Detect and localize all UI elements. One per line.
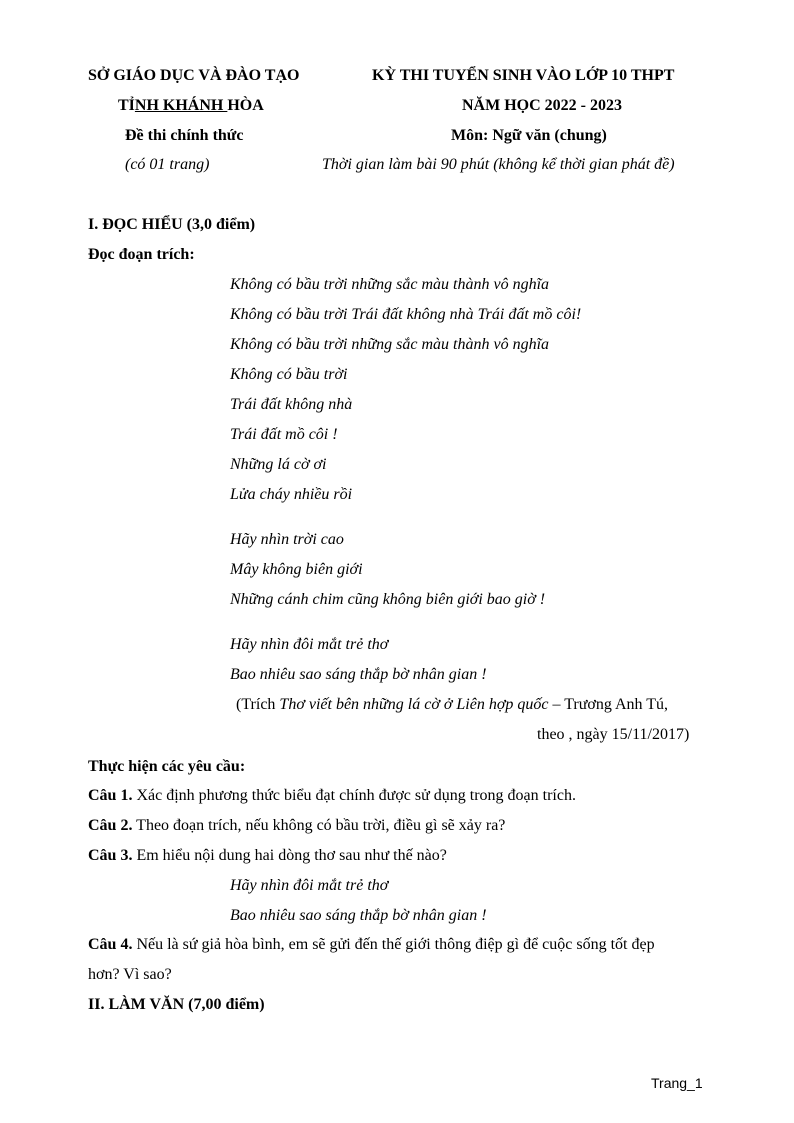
poem-line: Những lá cờ ơi: [230, 456, 327, 473]
poem-line: Bao nhiêu sao sáng thắp bờ nhân gian !: [230, 666, 487, 683]
poem-line: Không có bầu trời những sắc màu thành vô nghĩa: [230, 276, 550, 293]
time-allowed: Thời gian làm bài 90 phút (không kể thời gian phát đề): [322, 156, 675, 173]
reading-intro: Đọc đoạn trích:: [88, 246, 195, 263]
province-name-part: TỈ: [118, 97, 135, 114]
citation-source: theo , ngày 15/11/2017): [537, 726, 690, 743]
question-label: Câu 1.: [88, 787, 133, 804]
poem-line: Trái đất mồ côi !: [230, 426, 338, 443]
poem-line: Hãy nhìn trời cao: [230, 531, 344, 548]
quoted-poem-line: Bao nhiêu sao sáng thắp bờ nhân gian !: [230, 907, 487, 924]
question-label: Câu 4.: [88, 936, 133, 953]
tasks-title: Thực hiện các yêu cầu:: [88, 758, 246, 775]
poem-line: Trái đất không nhà: [230, 396, 353, 413]
question-text: Theo đoạn trích, nếu không có bầu trời, điều gì sẽ xảy ra?: [132, 817, 506, 834]
question-1: [88, 786, 576, 806]
citation-author: – Trương Anh Tú,: [548, 696, 669, 713]
province-name-part: HÒA: [227, 97, 264, 114]
poem-citation: [236, 695, 668, 715]
province-name: [118, 96, 264, 116]
exam-title: KỲ THI TUYỂN SINH VÀO LỚP 10 THPT: [372, 67, 675, 84]
province-name-underlined: NH KHÁNH: [134, 97, 228, 114]
question-text: Em hiểu nội dung hai dòng thơ sau như thế nào?: [132, 847, 447, 864]
page-count-note: (có 01 trang): [125, 156, 210, 173]
question-text: Nếu là sứ giả hòa bình, em sẽ gửi đến thế giới thông điệp gì để cuộc sống tốt đẹp: [132, 936, 655, 953]
quoted-poem-line: Hãy nhìn đôi mắt trẻ thơ: [230, 877, 389, 894]
subject: Môn: Ngữ văn (chung): [451, 127, 607, 144]
department-name: SỞ GIÁO DỤC VÀ ĐÀO TẠO: [88, 67, 300, 84]
poem-line: Mây không biên giới: [230, 561, 363, 578]
poem-line: Lửa cháy nhiều rồi: [230, 486, 353, 503]
question-3: [88, 846, 447, 866]
section-2-title: II. LÀM VĂN (7,00 điểm): [88, 996, 265, 1013]
section-1-title: I. ĐỌC HIỂU (3,0 điểm): [88, 216, 256, 233]
poem-line: Không có bầu trời những sắc màu thành vô nghĩa: [230, 336, 550, 353]
school-year: NĂM HỌC 2022 - 2023: [462, 97, 622, 114]
poem-line: Không có bầu trời Trái đất không nhà Trái đất mồ côi!: [230, 306, 582, 323]
official-exam-label: Đề thi chính thức: [125, 127, 244, 144]
question-4: [88, 935, 655, 955]
poem-line: Hãy nhìn đôi mắt trẻ thơ: [230, 636, 389, 653]
question-4-continued: hơn? Vì sao?: [88, 966, 172, 983]
question-label: Câu 2.: [88, 817, 133, 834]
poem-line: Những cánh chim cũng không biên giới bao giờ !: [230, 591, 546, 608]
question-2: [88, 816, 505, 836]
poem-line: Không có bầu trời: [230, 366, 348, 383]
citation-prefix: (Trích: [236, 696, 280, 713]
citation-work-title: Thơ viết bên những lá cờ ở Liên hợp quốc: [279, 696, 549, 713]
page-number: Trang_1: [651, 1075, 703, 1091]
question-text: Xác định phương thức biểu đạt chính được sử dụng trong đoạn trích.: [132, 787, 576, 804]
question-label: Câu 3.: [88, 847, 133, 864]
